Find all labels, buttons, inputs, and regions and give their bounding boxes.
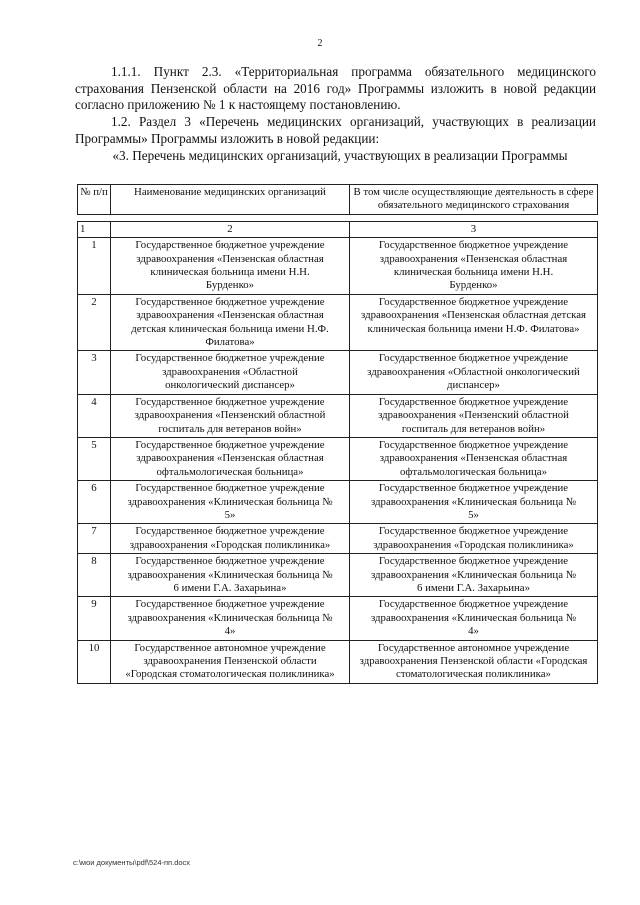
- oms-organization-text: Государственное бюджетное учреждение здравоохранения «Пензенская областная клиническая больница имени Н.Н. Бурденко»: [378, 239, 569, 292]
- oms-organization-text: Государственное бюджетное учреждение здравоохранения «Пензенская областная детская клиническая больница имени Н.Ф. Филатова»: [361, 295, 586, 335]
- table-row: [78, 238, 598, 295]
- organization-name-text: Государственное автономное учреждение здравоохранения Пензенской области «Городская стоматологическая поликлиника»: [125, 641, 335, 681]
- row-number: 2: [78, 294, 111, 351]
- column-number: 1: [78, 221, 111, 237]
- oms-organization: [350, 524, 598, 554]
- oms-organization-text: Государственное бюджетное учреждение здравоохранения «Клиническая больница № 5»: [370, 482, 577, 521]
- row-number: 5: [78, 437, 111, 480]
- organization-name-text: Государственное бюджетное учреждение здравоохранения «Пензенская областная клиническая больница имени Н.Н. Бурденко»: [135, 239, 325, 292]
- organization-name: [111, 597, 350, 640]
- row-number: 7: [78, 524, 111, 554]
- organization-name-text: Государственное бюджетное учреждение здравоохранения «Пензенский областной госпиталь для ветеранов войн»: [134, 395, 326, 435]
- organization-name-text: Государственное бюджетное учреждение здравоохранения «Клиническая больница № 5»: [127, 482, 333, 521]
- organization-name: [111, 351, 350, 394]
- row-number: 6: [78, 481, 111, 524]
- organization-name-text: Государственное бюджетное учреждение здравоохранения «Клиническая больница № 6 имени Г.А. Захарьина»: [127, 555, 333, 594]
- organization-name: [111, 437, 350, 480]
- oms-organization-text: Государственное бюджетное учреждение здравоохранения «Пензенский областной госпиталь для ветеранов войн»: [378, 395, 569, 435]
- column-number: 2: [111, 221, 350, 237]
- oms-organization: [350, 437, 598, 480]
- oms-organization: [350, 238, 598, 295]
- row-number: 3: [78, 351, 111, 394]
- table-row: [78, 294, 598, 351]
- table-header-row: [78, 185, 598, 215]
- organization-name-text: Государственное бюджетное учреждение здравоохранения «Клиническая больница № 4»: [127, 598, 333, 638]
- table-row: [78, 640, 598, 683]
- oms-organization: [350, 640, 598, 683]
- page-number: 2: [317, 38, 323, 49]
- oms-organization-text: Государственное бюджетное учреждение здравоохранения «Областной онкологический диспансер»: [367, 352, 580, 392]
- organization-name-text: Государственное бюджетное учреждение здравоохранения «Областной онкологический диспансер»: [135, 352, 325, 392]
- section-title: «3. Перечень медицинских организаций, участвующих в реализации Программы: [112, 148, 568, 163]
- oms-organization: [350, 481, 598, 524]
- organization-name: [111, 640, 350, 683]
- oms-organization-text: Государственное автономное учреждение здравоохранения Пензенской области «Городская стоматологическая поликлиника»: [359, 641, 588, 681]
- oms-organization: [350, 394, 598, 437]
- organization-name: [111, 524, 350, 554]
- organization-name: [111, 394, 350, 437]
- paragraph-1: 1.1.1. Пункт 2.3. «Территориальная программа обязательного медицинского страхования Пензенской области на 2016 год» Программы изложить в новой редакции согласно приложению № 1 к настоящему постановлению.: [75, 64, 596, 112]
- row-number: 4: [78, 394, 111, 437]
- header-oms-organizations: В том числе осуществляющие деятельность в сфере обязательного медицинского страхования: [350, 185, 598, 215]
- organizations-table: [77, 184, 598, 684]
- oms-organization-text: Государственное бюджетное учреждение здравоохранения «Клиническая больница № 6 имени Г.А. Захарьина»: [370, 555, 577, 594]
- organization-name: [111, 238, 350, 295]
- oms-organization: [350, 294, 598, 351]
- table-row: [78, 437, 598, 480]
- table-row: [78, 394, 598, 437]
- column-number-row: [78, 221, 598, 237]
- oms-organization: [350, 554, 598, 597]
- column-number: 3: [350, 221, 598, 237]
- oms-organization: [350, 597, 598, 640]
- table-row: [78, 481, 598, 524]
- table-row: [78, 524, 598, 554]
- oms-organization-text: Государственное бюджетное учреждение здравоохранения «Клиническая больница № 4»: [370, 598, 577, 638]
- row-number: 9: [78, 597, 111, 640]
- organization-name-text: Государственное бюджетное учреждение здравоохранения «Пензенская областная детская клиническая больница имени Н.Ф. Филатова»: [131, 295, 329, 349]
- organization-name: [111, 554, 350, 597]
- file-path-footer: c:\мои документы\pdf\524-пп.docx: [73, 858, 191, 867]
- header-organization-name: Наименование медицинских организаций: [111, 185, 350, 215]
- table-row: [78, 554, 598, 597]
- header-number: № п/п: [78, 185, 111, 215]
- oms-organization-text: Государственное бюджетное учреждение здравоохранения «Городская поликлиника»: [373, 525, 574, 551]
- oms-organization-text: Государственное бюджетное учреждение здравоохранения «Пензенская областная офтальмологическая больница»: [378, 438, 569, 478]
- paragraph-2: 1.2. Раздел 3 «Перечень медицинских организаций, участвующих в реализации Программы» Программы изложить в новой редакции:: [75, 114, 596, 146]
- oms-organization: [350, 351, 598, 394]
- organization-name-text: Государственное бюджетное учреждение здравоохранения «Пензенская областная офтальмологическая больница»: [135, 438, 325, 478]
- table-row: [78, 351, 598, 394]
- organization-name: [111, 294, 350, 351]
- row-number: 1: [78, 238, 111, 295]
- organization-name: [111, 481, 350, 524]
- organization-name-text: Государственное бюджетное учреждение здравоохранения «Городская поликлиника»: [129, 525, 331, 551]
- row-number: 10: [78, 640, 111, 683]
- table-row: [78, 597, 598, 640]
- row-number: 8: [78, 554, 111, 597]
